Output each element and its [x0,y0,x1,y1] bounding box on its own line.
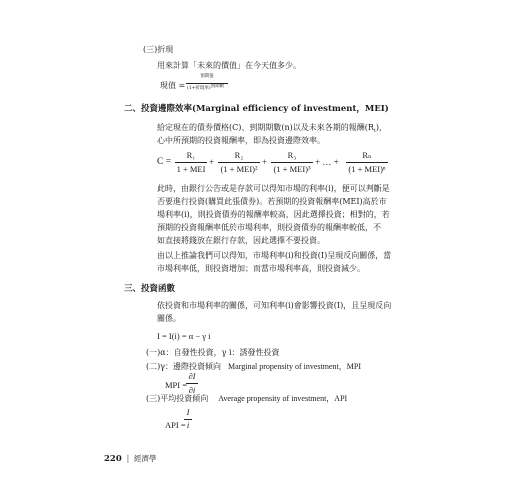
mei-formula-lhs: C = [157,157,172,167]
mei-term-2-denominator: (1 + MEI)² [220,164,258,174]
mei-body-text: 給定現在的債券價格(C)、到期期數(n)以及未來各期的報酬(R [157,123,374,132]
api-english: Average propensity of investment，API [218,394,348,403]
present-value-lhs: 現值 = [160,81,186,90]
mei-term-3-bar [271,162,313,163]
mei-body-line-2: 心中所預期的投資報酬率，即為投資邊際效率。 [157,136,325,145]
mei-plus-1: + [209,157,215,167]
mpi-lhs: MPI = [165,380,188,390]
mei-para2-line-2: 市場利率低，則投資增加；而當市場利率高，則投資減少。 [157,264,365,273]
present-value-denominator [187,86,224,92]
api-item [146,394,347,404]
page-footer [104,453,157,464]
mei-para1-line-1: 此時，由銀行公告或是存款可以得知市場的利率(i)，便可以判斷是 [157,184,390,193]
mei-heading: 二、投資邊際效率(Marginal efficiency of investment，MEI) [124,104,389,114]
discount-body: 用來計算「未來的價值」在今天值多少。 [157,61,301,70]
mpi-english: Marginal propensity of investment，MPI [228,362,361,371]
mei-para2-line-1: 由以上推論我們可以得知，市場利率(i)和投資(I)呈現反向關係，當 [157,251,392,260]
mei-term-1-numerator: R₁ [186,150,196,160]
autonomous-investment-item: (一)α：自發性投資，γ i：誘發性投資 [146,348,280,357]
api-lhs: API = [165,420,186,430]
mei-body-line-1 [157,123,387,134]
mpi-item [146,362,361,372]
present-value-numerator: 預期值 [200,74,214,79]
mpi-fraction-bar [186,383,198,384]
mei-term-3-denominator: (1 + MEI)³ [273,164,311,174]
mei-body-close: )， [375,123,388,132]
discount-heading: (三)折現 [143,45,174,54]
mpi-denominator: ∂i [188,385,196,395]
book-title: 經濟學 [134,454,157,463]
investment-function-formula: I = I(i) = α − γ i [157,331,211,341]
investment-function-heading: 三、投資函數 [124,284,176,294]
mei-term-1-denominator: 1 + MEI [176,164,206,174]
mei-para1-line-2: 否要進行投資(購買此張債券)。若預期的投資報酬率(MEI)高於市 [157,197,387,206]
mei-term-n-denominator: (1 + MEI)ⁿ [348,164,386,174]
investment-function-body-line-2: 關係。 [157,314,181,323]
mpi-numerator: ∂I [188,371,196,381]
api-denominator: i [186,420,190,430]
mpi-label: (二)γ：邊際投資傾向 [146,362,222,371]
mei-plus-ellipsis: + … + [315,157,339,167]
mei-para1-line-4: 預期的投資報酬率低於市場利率，則投資債券的報酬率較低，不 [157,223,381,232]
present-value-den-exponent: 預期數 [210,84,225,89]
api-numerator: I [186,407,190,417]
mei-plus-2: + [262,157,268,167]
mei-term-1-bar [175,162,207,163]
api-label: (三)平均投資傾向 [146,394,209,403]
page-number: 220 [104,454,122,464]
mei-para1-line-5: 如直接將錢放在銀行存款，因此選擇不要投資。 [157,236,325,245]
mei-term-2-numerator: R₂ [234,150,244,160]
mei-term-n-numerator: Rₙ [362,150,372,160]
mei-term-2-bar [218,162,260,163]
mei-term-3-numerator: R₃ [287,150,297,160]
mei-para1-line-3: 場利率(i)，則投資債券的報酬率較高，因此選擇投資；相對的，若 [157,210,390,219]
mei-term-n-bar [346,162,388,163]
footer-separator: | [126,454,130,464]
mei-body-subscript: t [373,128,376,134]
investment-function-body-line-1: 依投資和市場利率的關係，可知利率(i)會影響投資(I)，且呈現反向 [157,301,392,310]
present-value-den-base: (1+折現率) [187,86,211,91]
